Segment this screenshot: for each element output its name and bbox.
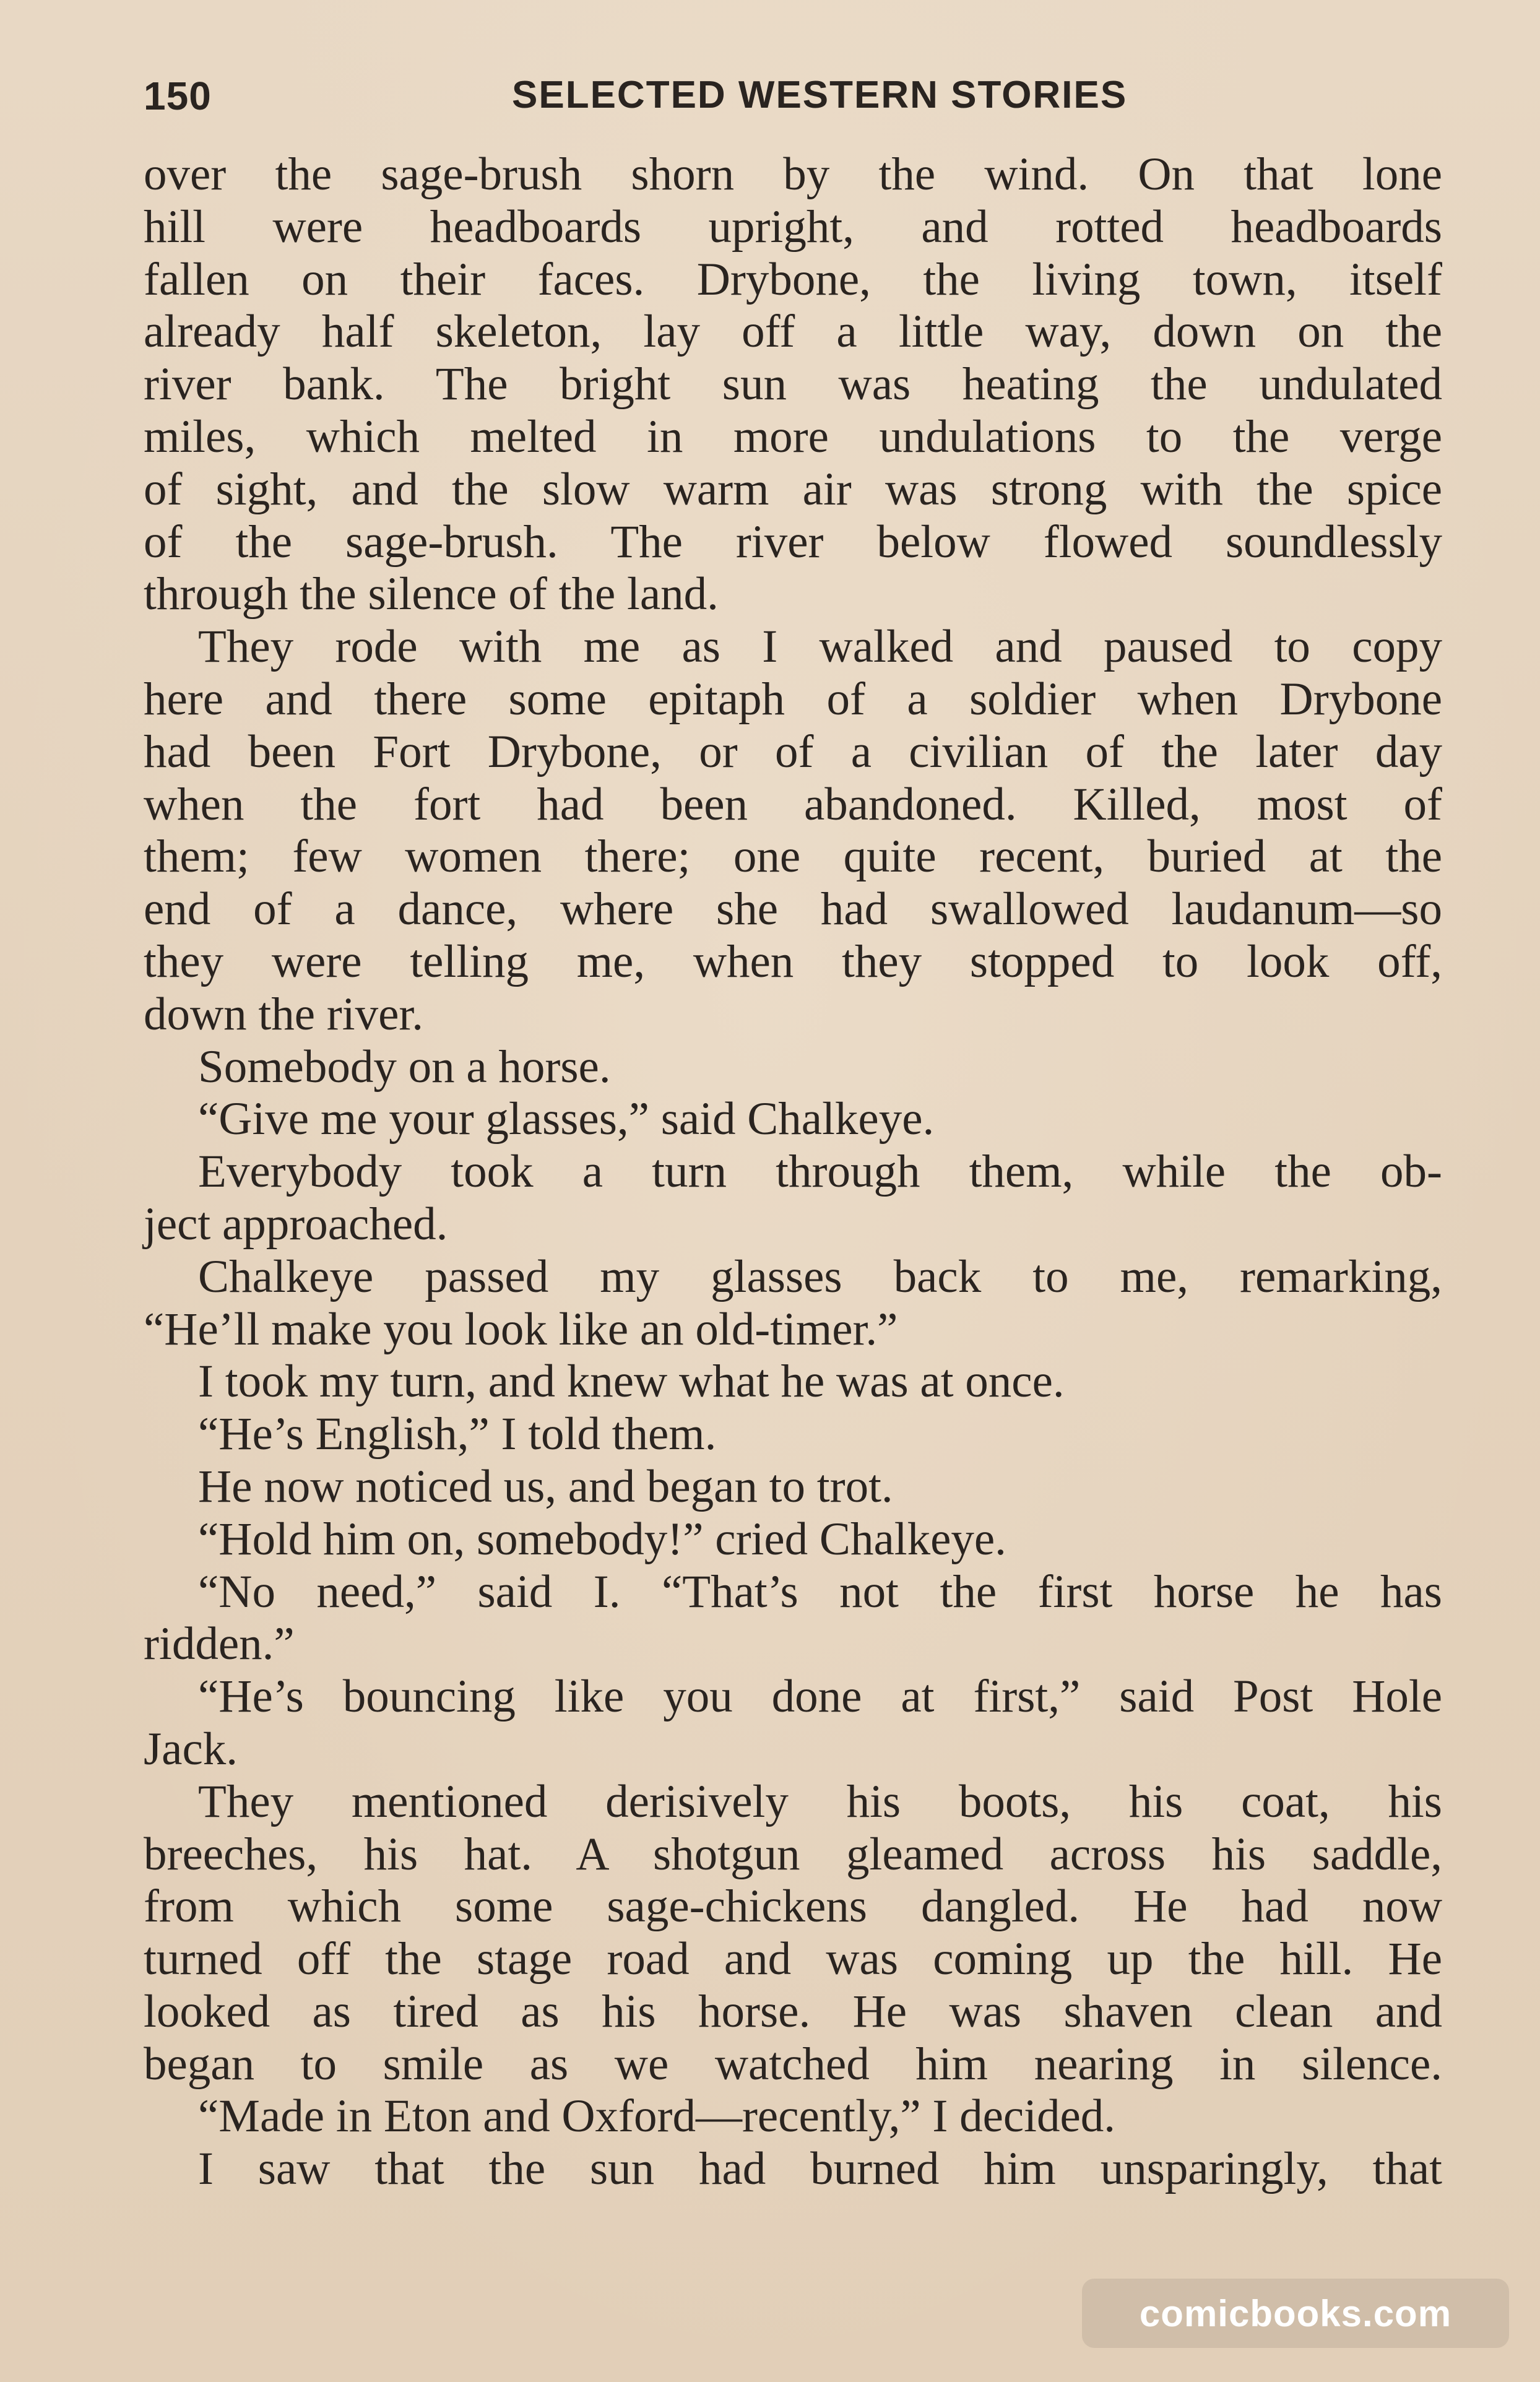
text-line: “Made in Eton and Oxford—recently,” I decided. xyxy=(198,2090,1116,2142)
text-line: when the fort had been abandoned. Killed, most of xyxy=(144,778,1442,830)
text-line: Somebody on a horse. xyxy=(198,1041,611,1093)
text-line: He now noticed us, and began to trot. xyxy=(198,1460,893,1512)
text-line: I took my turn, and knew what he was at once. xyxy=(198,1356,1065,1408)
text-line: already half skeleton, lay off a little way, down on the xyxy=(144,306,1442,358)
watermark-text: comicbooks.com xyxy=(1139,2292,1452,2334)
text-line: “No need,” said I. “That’s not the first horse he has xyxy=(198,1566,1442,1618)
text-line: “Hold him on, somebody!” cried Chalkeye. xyxy=(198,1513,1006,1565)
text-line: turned off the stage road and was coming up the hill. He xyxy=(144,1933,1442,1985)
text-line: of sight, and the slow warm air was strong with the spice xyxy=(144,463,1442,515)
text-line: Chalkeye passed my glasses back to me, remarking, xyxy=(198,1250,1442,1302)
watermark xyxy=(1082,2279,1509,2348)
text-line: “He’ll make you look like an old-timer.” xyxy=(144,1303,898,1355)
text-line: Jack. xyxy=(144,1723,238,1775)
text-line: through the silence of the land. xyxy=(144,568,719,620)
text-line: they were telling me, when they stopped to look off, xyxy=(144,935,1442,987)
text-line: “He’s bouncing like you done at first,” said Post Hole xyxy=(198,1671,1442,1723)
text-line: had been Fort Drybone, or of a civilian of the later day xyxy=(144,725,1442,777)
text-line: miles, which melted in more undulations to the verge xyxy=(144,410,1442,462)
text-line: here and there some epitaph of a soldier when Drybone xyxy=(144,673,1442,725)
body-text xyxy=(144,149,1442,2196)
text-line: hill were headboards upright, and rotted headboards xyxy=(144,201,1442,253)
text-line: began to smile as we watched him nearing in silence. xyxy=(144,2038,1442,2090)
text-line: over the sage-brush shorn by the wind. On that lone xyxy=(144,149,1442,200)
text-line: They mentioned derisively his boots, his coat, his xyxy=(198,1775,1442,1827)
text-line: “Give me your glasses,” said Chalkeye. xyxy=(198,1093,935,1145)
text-line: breeches, his hat. A shotgun gleamed across his saddle, xyxy=(144,1828,1442,1880)
text-line: down the river. xyxy=(144,988,423,1040)
text-line: They rode with me as I walked and paused to copy xyxy=(198,621,1442,673)
text-line: from which some sage-chickens dangled. He had now xyxy=(144,1881,1442,1933)
text-line: of the sage-brush. The river below flowed soundlessly xyxy=(144,516,1442,568)
text-line: river bank. The bright sun was heating the undulated xyxy=(144,358,1442,410)
text-line: fallen on their faces. Drybone, the living town, itself xyxy=(144,253,1442,305)
text-line: looked as tired as his horse. He was shaven clean and xyxy=(144,1985,1442,2037)
page-header xyxy=(144,73,1443,129)
text-line: ject approached. xyxy=(144,1198,448,1250)
text-line: “He’s English,” I told them. xyxy=(198,1408,717,1460)
text-line: them; few women there; one quite recent, buried at the xyxy=(144,831,1442,883)
running-head: SELECTED WESTERN STORIES xyxy=(512,74,1128,116)
text-line: end of a dance, where she had swallowed laudanum—so xyxy=(144,883,1442,935)
page-number: 150 xyxy=(144,74,212,118)
text-line: Everybody took a turn through them, while the ob- xyxy=(198,1146,1442,1198)
text-line: I saw that the sun had burned him unsparingly, that xyxy=(198,2143,1442,2195)
text-line: ridden.” xyxy=(144,1618,295,1670)
